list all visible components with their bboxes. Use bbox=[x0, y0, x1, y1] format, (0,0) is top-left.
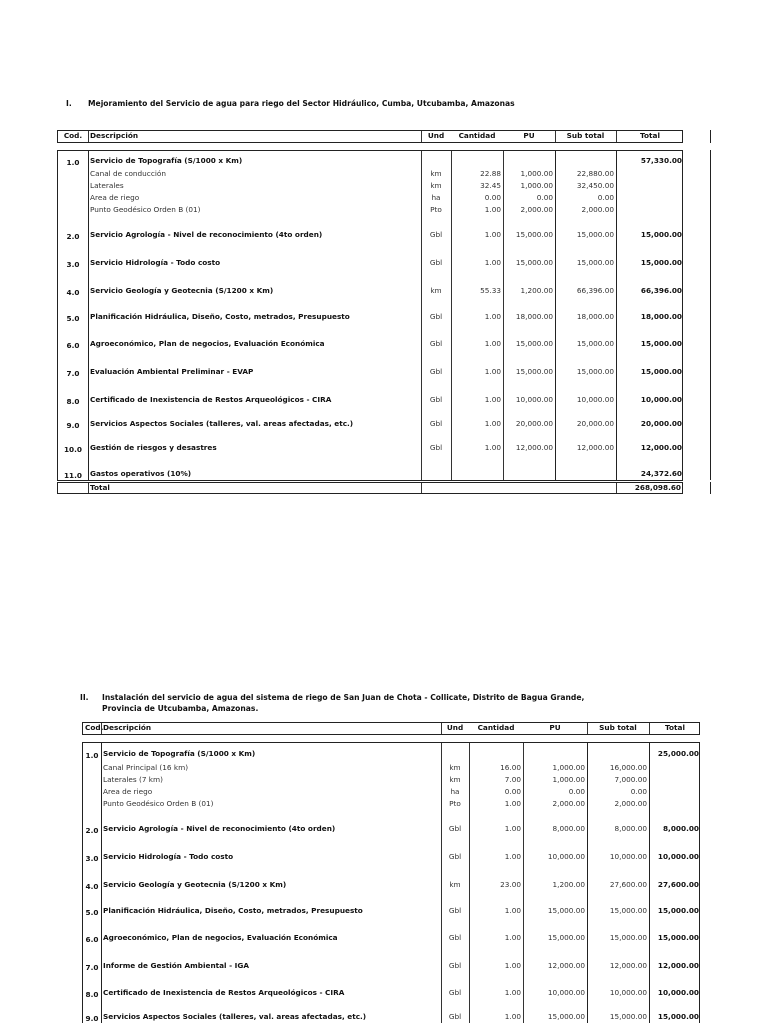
cell-total: 15,000.00 bbox=[657, 933, 699, 942]
cell-desc: Punto Geodésico Orden B (01) bbox=[90, 205, 201, 214]
section-2-number: II. bbox=[80, 693, 89, 702]
table-row bbox=[83, 933, 699, 943]
cell-total: 10,000.00 bbox=[657, 852, 699, 861]
cell-sub: 66,396.00 bbox=[576, 286, 614, 295]
cell-pu: 15,000.00 bbox=[515, 258, 553, 267]
cell-cod: 5.0 bbox=[66, 314, 80, 323]
header-und: Und bbox=[427, 131, 445, 140]
cell-pu: 15,000.00 bbox=[547, 1012, 585, 1021]
cell-sub: 0.00 bbox=[597, 193, 614, 202]
cell-desc: Informe de Gestión Ambiental - IGA bbox=[103, 961, 250, 970]
cell-total: 15,000.00 bbox=[640, 230, 682, 239]
cell-pu: 15,000.00 bbox=[547, 906, 585, 915]
cell-sub: 12,000.00 bbox=[576, 443, 614, 452]
cell-total: 15,000.00 bbox=[640, 258, 682, 267]
cell-und: Gbl bbox=[448, 852, 462, 861]
cell-und: km bbox=[449, 775, 461, 784]
cell-pu: 15,000.00 bbox=[515, 230, 553, 239]
header-cod: Cod. bbox=[85, 723, 104, 732]
cell-sub: 22,880.00 bbox=[576, 169, 614, 178]
cell-cant: 1.00 bbox=[504, 933, 521, 942]
cell-pu: 20,000.00 bbox=[515, 419, 553, 428]
table-subrow bbox=[58, 205, 682, 215]
table-subrow bbox=[83, 763, 699, 773]
cell-desc: Servicio Hidrología - Todo costo bbox=[90, 258, 221, 267]
cell-cant: 1.00 bbox=[484, 205, 501, 214]
cell-sub: 15,000.00 bbox=[609, 906, 647, 915]
table-row bbox=[83, 852, 699, 862]
table-body bbox=[82, 742, 700, 1023]
cell-pu: 2,000.00 bbox=[520, 205, 553, 214]
cell-cod: 8.0 bbox=[66, 397, 80, 406]
table-row bbox=[58, 367, 682, 377]
header-desc: Descripción bbox=[103, 723, 152, 732]
table-total-row bbox=[57, 482, 683, 494]
cell-total: 15,000.00 bbox=[640, 367, 682, 376]
cell-total: 25,000.00 bbox=[657, 749, 699, 758]
cell-und: Gbl bbox=[448, 824, 462, 833]
cell-total: 66,396.00 bbox=[640, 286, 682, 295]
total-label: Total bbox=[90, 483, 110, 492]
cell-cant: 1.00 bbox=[484, 230, 501, 239]
cell-desc: Servicios Aspectos Sociales (talleres, val. areas afectadas, etc.) bbox=[103, 1012, 367, 1021]
cell-cant: 1.00 bbox=[484, 367, 501, 376]
column-divider bbox=[616, 483, 617, 493]
cell-cant: 22.88 bbox=[480, 169, 501, 178]
cell-cod: 2.0 bbox=[85, 826, 99, 835]
cell-cant: 1.00 bbox=[504, 824, 521, 833]
table-header bbox=[57, 130, 683, 143]
cell-cod: 7.0 bbox=[66, 369, 80, 378]
column-divider bbox=[421, 131, 422, 142]
cell-total: 10,000.00 bbox=[657, 988, 699, 997]
cell-sub: 8,000.00 bbox=[614, 824, 647, 833]
budget-table-2 bbox=[82, 722, 700, 1023]
total-value: 268,098.60 bbox=[634, 483, 681, 492]
table-row bbox=[58, 312, 682, 322]
table-row bbox=[58, 286, 682, 296]
cell-sub: 16,000.00 bbox=[609, 763, 647, 772]
cell-und: Gbl bbox=[429, 395, 443, 404]
cell-cant: 1.00 bbox=[504, 852, 521, 861]
table-header bbox=[82, 722, 700, 735]
cell-cod: 5.0 bbox=[85, 908, 99, 917]
cell-pu: 1,000.00 bbox=[520, 181, 553, 190]
cell-sub: 2,000.00 bbox=[614, 799, 647, 808]
table-subrow bbox=[58, 193, 682, 203]
cell-und: Gbl bbox=[429, 258, 443, 267]
table-subrow bbox=[58, 181, 682, 191]
cell-und: Gbl bbox=[448, 933, 462, 942]
cell-und: Gbl bbox=[448, 961, 462, 970]
cell-pu: 15,000.00 bbox=[515, 339, 553, 348]
cell-sub: 10,000.00 bbox=[576, 395, 614, 404]
column-divider bbox=[88, 131, 89, 142]
cell-cant: 1.00 bbox=[484, 339, 501, 348]
cell-pu: 1,000.00 bbox=[552, 763, 585, 772]
table-row bbox=[83, 961, 699, 971]
cell-pu: 2,000.00 bbox=[552, 799, 585, 808]
cell-cant: 0.00 bbox=[484, 193, 501, 202]
cell-sub: 15,000.00 bbox=[576, 258, 614, 267]
table-subrow bbox=[58, 169, 682, 179]
table-row bbox=[58, 419, 682, 429]
cell-desc: Punto Geodésico Orden B (01) bbox=[103, 799, 214, 808]
cell-sub: 0.00 bbox=[630, 787, 647, 796]
table-row bbox=[83, 824, 699, 834]
header-cant: Cantidad bbox=[477, 723, 515, 732]
cell-sub: 20,000.00 bbox=[576, 419, 614, 428]
table-row bbox=[58, 339, 682, 349]
cell-total: 10,000.00 bbox=[640, 395, 682, 404]
table-row bbox=[58, 395, 682, 405]
cell-desc: Servicio Hidrología - Todo costo bbox=[103, 852, 234, 861]
cell-cod: 9.0 bbox=[85, 1014, 99, 1023]
cell-sub: 15,000.00 bbox=[609, 1012, 647, 1021]
section-1-number: I. bbox=[66, 99, 72, 108]
cell-desc: Servicio Agrología - Nivel de reconocimiento (4to orden) bbox=[90, 230, 323, 239]
table-row bbox=[58, 443, 682, 453]
cell-pu: 12,000.00 bbox=[515, 443, 553, 452]
header-total: Total bbox=[640, 131, 660, 140]
cell-und: Gbl bbox=[429, 230, 443, 239]
cell-cant: 1.00 bbox=[504, 1012, 521, 1021]
cell-und: km bbox=[430, 169, 442, 178]
cell-und: Pto bbox=[430, 205, 442, 214]
cell-cod: 11.0 bbox=[63, 471, 82, 480]
cell-desc: Area de riego bbox=[90, 193, 140, 202]
cell-desc: Laterales bbox=[90, 181, 124, 190]
cell-desc: Servicio Geología y Geotecnia (S/1200 x Km) bbox=[90, 286, 274, 295]
column-divider bbox=[441, 723, 442, 734]
cell-total: 15,000.00 bbox=[657, 906, 699, 915]
cell-und: Gbl bbox=[429, 443, 443, 452]
cell-desc: Planificación Hidráulica, Diseño, Costo, metrados, Presupuesto bbox=[90, 312, 350, 321]
header-sub: Sub total bbox=[566, 131, 605, 140]
cell-cod: 4.0 bbox=[66, 288, 80, 297]
cell-desc: Canal de conducción bbox=[90, 169, 166, 178]
margin-mark bbox=[710, 130, 711, 143]
cell-total: 20,000.00 bbox=[640, 419, 682, 428]
cell-und: Gbl bbox=[429, 312, 443, 321]
cell-sub: 10,000.00 bbox=[609, 852, 647, 861]
cell-desc: Agroeconómico, Plan de negocios, Evaluación Económica bbox=[103, 933, 338, 942]
cell-und: ha bbox=[450, 787, 460, 796]
cell-desc: Canal Principal (16 km) bbox=[103, 763, 189, 772]
cell-cod: 1.0 bbox=[85, 751, 99, 760]
cell-und: Gbl bbox=[448, 906, 462, 915]
cell-pu: 10,000.00 bbox=[547, 852, 585, 861]
cell-sub: 15,000.00 bbox=[576, 230, 614, 239]
cell-desc: Evaluación Ambiental Preliminar - EVAP bbox=[90, 367, 254, 376]
header-desc: Descripción bbox=[90, 131, 139, 140]
section-2-title-text: Instalación del servicio de agua del sistema de riego de San Juan de Chota - Collicate, Distrito de Bagua Grande, Provincia de Utcubamba, Amazonas. bbox=[102, 693, 585, 713]
cell-und: km bbox=[430, 181, 442, 190]
column-divider bbox=[587, 723, 588, 734]
cell-cod: 1.0 bbox=[66, 158, 80, 167]
cell-desc: Servicio de Topografía (S/1000 x Km) bbox=[90, 156, 243, 165]
cell-pu: 15,000.00 bbox=[515, 367, 553, 376]
cell-sub: 15,000.00 bbox=[576, 339, 614, 348]
cell-sub: 15,000.00 bbox=[609, 933, 647, 942]
cell-sub: 32,450.00 bbox=[576, 181, 614, 190]
cell-cant: 1.00 bbox=[484, 258, 501, 267]
cell-pu: 1,000.00 bbox=[520, 169, 553, 178]
table-row bbox=[83, 880, 699, 890]
cell-desc: Servicio Agrología - Nivel de reconocimiento (4to orden) bbox=[103, 824, 336, 833]
cell-cod: 4.0 bbox=[85, 882, 99, 891]
cell-cod: 9.0 bbox=[66, 421, 80, 430]
cell-desc: Certificado de Inexistencia de Restos Arqueológicos - CIRA bbox=[90, 395, 332, 404]
table-row bbox=[58, 258, 682, 268]
cell-cant: 1.00 bbox=[484, 443, 501, 452]
cell-desc: Servicio Geología y Geotecnia (S/1200 x Km) bbox=[103, 880, 287, 889]
cell-pu: 1,200.00 bbox=[520, 286, 553, 295]
cell-und: km bbox=[430, 286, 442, 295]
cell-total: 27,600.00 bbox=[657, 880, 699, 889]
cell-pu: 1,000.00 bbox=[552, 775, 585, 784]
cell-cod: 7.0 bbox=[85, 963, 99, 972]
table-row bbox=[58, 156, 682, 166]
cell-desc: Gestión de riesgos y desastres bbox=[90, 443, 217, 452]
column-divider bbox=[555, 131, 556, 142]
cell-cant: 23.00 bbox=[500, 880, 521, 889]
header-cant: Cantidad bbox=[458, 131, 496, 140]
table-subrow bbox=[83, 787, 699, 797]
cell-pu: 15,000.00 bbox=[547, 933, 585, 942]
table-subrow bbox=[83, 799, 699, 809]
cell-total: 8,000.00 bbox=[662, 824, 699, 833]
cell-total: 18,000.00 bbox=[640, 312, 682, 321]
margin-mark bbox=[710, 482, 711, 494]
cell-cod: 8.0 bbox=[85, 990, 99, 999]
table-row bbox=[83, 906, 699, 916]
cell-cod: 3.0 bbox=[85, 854, 99, 863]
cell-cant: 1.00 bbox=[484, 312, 501, 321]
column-divider bbox=[616, 131, 617, 142]
cell-total: 57,330.00 bbox=[640, 156, 682, 165]
header-pu: PU bbox=[523, 131, 535, 140]
section-1-title-text: Mejoramiento del Servicio de agua para riego del Sector Hidráulico, Cumba, Utcubamba, Amazonas bbox=[88, 99, 515, 108]
table-subrow bbox=[83, 775, 699, 785]
cell-cant: 55.33 bbox=[480, 286, 501, 295]
cell-und: Gbl bbox=[448, 1012, 462, 1021]
table-row bbox=[58, 469, 682, 479]
cell-sub: 27,600.00 bbox=[609, 880, 647, 889]
column-divider bbox=[101, 723, 102, 734]
cell-pu: 0.00 bbox=[568, 787, 585, 796]
header-cod: Cod. bbox=[63, 131, 83, 140]
cell-cant: 7.00 bbox=[504, 775, 521, 784]
cell-pu: 0.00 bbox=[536, 193, 553, 202]
cell-desc: Area de riego bbox=[103, 787, 153, 796]
cell-cant: 1.00 bbox=[504, 961, 521, 970]
cell-total: 12,000.00 bbox=[657, 961, 699, 970]
cell-cant: 32.45 bbox=[480, 181, 501, 190]
cell-und: ha bbox=[431, 193, 441, 202]
cell-cod: 6.0 bbox=[85, 935, 99, 944]
cell-pu: 10,000.00 bbox=[547, 988, 585, 997]
column-divider bbox=[649, 723, 650, 734]
header-total: Total bbox=[665, 723, 685, 732]
margin-mark bbox=[710, 150, 711, 480]
cell-desc: Laterales (7 km) bbox=[103, 775, 163, 784]
cell-pu: 1,200.00 bbox=[552, 880, 585, 889]
table-row bbox=[83, 1012, 699, 1022]
cell-total: 15,000.00 bbox=[657, 1012, 699, 1021]
cell-total: 24,372.60 bbox=[640, 469, 682, 478]
cell-pu: 12,000.00 bbox=[547, 961, 585, 970]
cell-pu: 10,000.00 bbox=[515, 395, 553, 404]
budget-table-1 bbox=[57, 130, 683, 494]
cell-sub: 12,000.00 bbox=[609, 961, 647, 970]
table-row bbox=[58, 230, 682, 240]
table-body bbox=[57, 150, 683, 481]
cell-cant: 0.00 bbox=[504, 787, 521, 796]
cell-cant: 1.00 bbox=[504, 799, 521, 808]
cell-cant: 1.00 bbox=[504, 906, 521, 915]
cell-desc: Planificación Hidráulica, Diseño, Costo, metrados, Presupuesto bbox=[103, 906, 363, 915]
header-pu: PU bbox=[549, 723, 561, 732]
cell-und: Gbl bbox=[429, 419, 443, 428]
cell-desc: Servicio de Topografía (S/1000 x Km) bbox=[103, 749, 256, 758]
cell-cod: 10.0 bbox=[63, 445, 82, 454]
cell-sub: 10,000.00 bbox=[609, 988, 647, 997]
cell-pu: 18,000.00 bbox=[515, 312, 553, 321]
column-divider bbox=[88, 483, 89, 493]
cell-desc: Certificado de Inexistencia de Restos Arqueológicos - CIRA bbox=[103, 988, 345, 997]
cell-cod: 3.0 bbox=[66, 260, 80, 269]
header-und: Und bbox=[446, 723, 464, 732]
cell-sub: 2,000.00 bbox=[581, 205, 614, 214]
cell-und: Gbl bbox=[429, 339, 443, 348]
cell-cant: 1.00 bbox=[484, 395, 501, 404]
table-row bbox=[83, 988, 699, 998]
cell-desc: Agroeconómico, Plan de negocios, Evaluación Económica bbox=[90, 339, 325, 348]
cell-total: 12,000.00 bbox=[640, 443, 682, 452]
cell-cod: 6.0 bbox=[66, 341, 80, 350]
cell-desc: Servicios Aspectos Sociales (talleres, val. areas afectadas, etc.) bbox=[90, 419, 354, 428]
cell-und: Gbl bbox=[429, 367, 443, 376]
cell-und: Gbl bbox=[448, 988, 462, 997]
cell-sub: 18,000.00 bbox=[576, 312, 614, 321]
cell-sub: 7,000.00 bbox=[614, 775, 647, 784]
cell-und: km bbox=[449, 880, 461, 889]
cell-und: Pto bbox=[449, 799, 461, 808]
cell-cant: 1.00 bbox=[504, 988, 521, 997]
cell-pu: 8,000.00 bbox=[552, 824, 585, 833]
cell-und: km bbox=[449, 763, 461, 772]
cell-cant: 16.00 bbox=[500, 763, 521, 772]
cell-cant: 1.00 bbox=[484, 419, 501, 428]
cell-cod: 2.0 bbox=[66, 232, 80, 241]
header-sub: Sub total bbox=[599, 723, 637, 732]
cell-sub: 15,000.00 bbox=[576, 367, 614, 376]
cell-total: 15,000.00 bbox=[640, 339, 682, 348]
table-row bbox=[83, 749, 699, 759]
cell-desc: Gastos operativos (10%) bbox=[90, 469, 192, 478]
column-divider bbox=[421, 483, 422, 493]
